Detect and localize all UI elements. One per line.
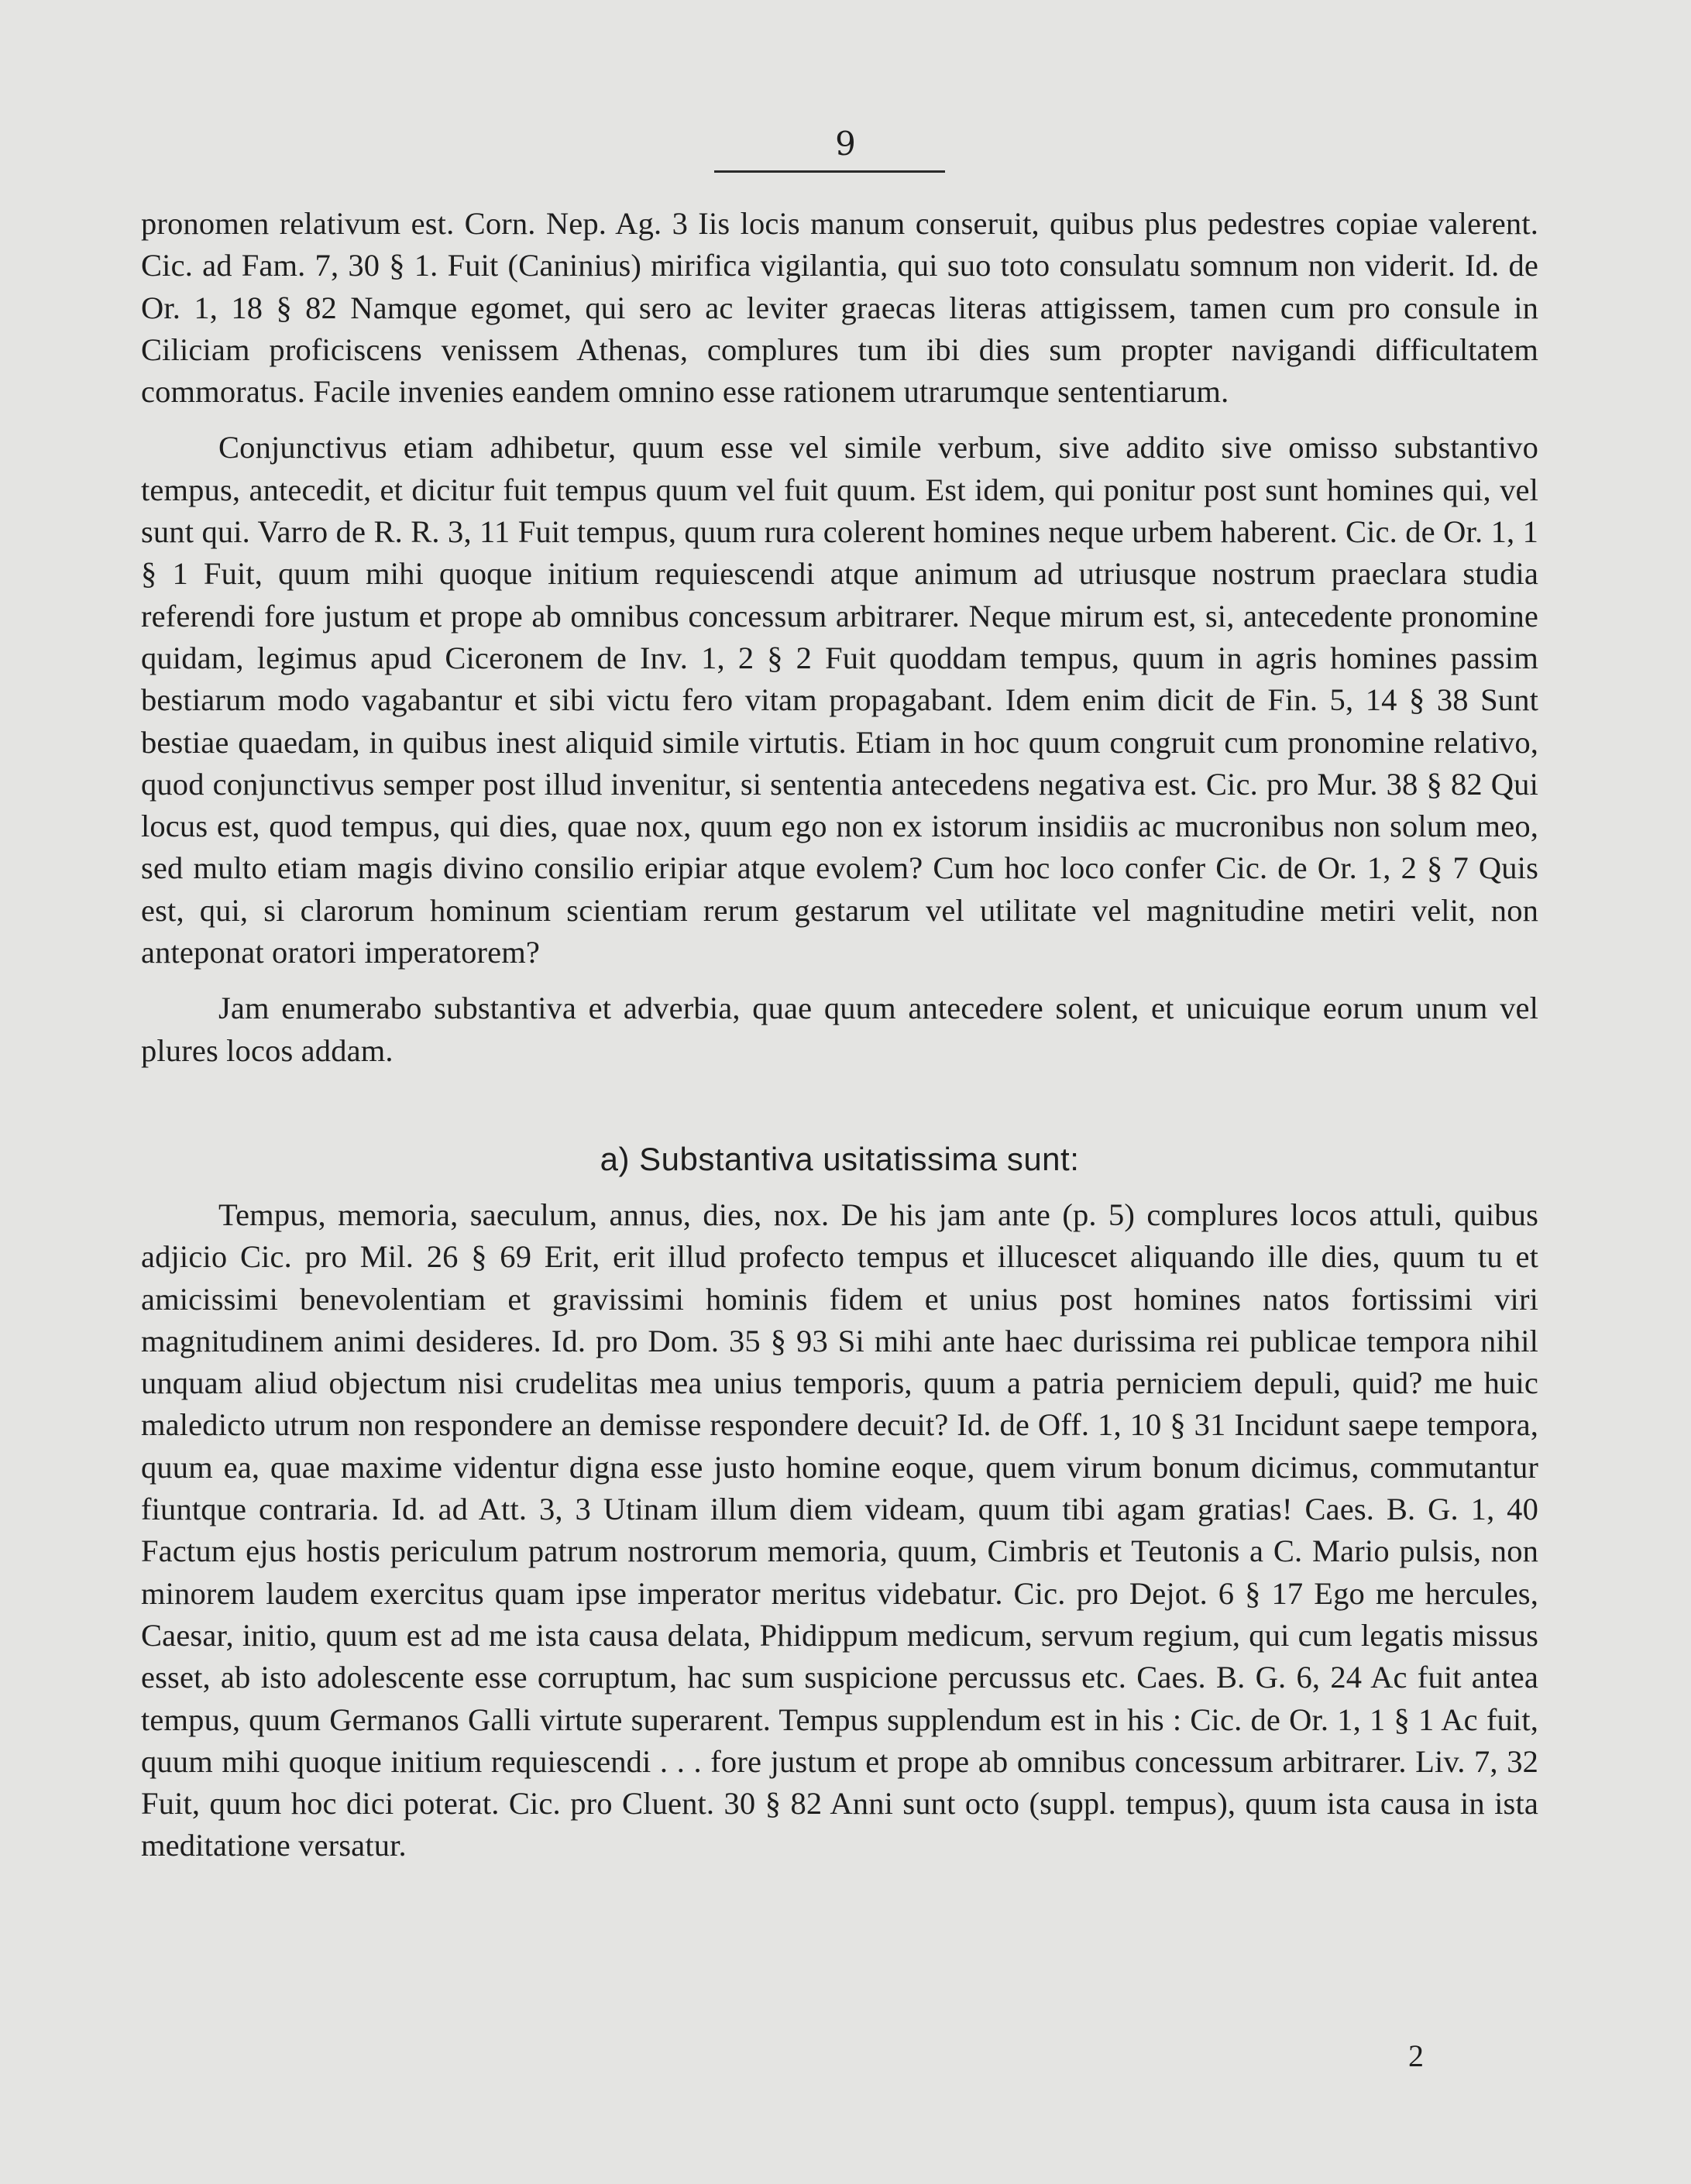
signature-mark: 2: [1408, 2038, 1424, 2073]
paragraph-enumeration: Jam enumerabo substantiva et adverbia, quae quum antecedere solent, et unicuique eorum unum vel plures locos addam.: [141, 991, 1538, 1068]
paragraph-conjunctivus: Conjunctivus etiam adhibetur, quum esse vel simile verbum, sive addito sive omisso substantivo tempus, antecedit, et dicitur fuit tempus quum vel fuit quum. Est idem, qui ponitur post sunt homines qui, vel sunt qui. Varro de R. R. 3, 11 Fuit tempus, quum rura colerent homines neque urbem haberent. Cic. de Or. 1, 1 § 1 Fuit, quum mihi quoque initium requiescendi atque animum ad utriusque nostrum praeclara studia referendi fore justum et prope ab omnibus concessum arbitrarer. Neque mirum est, si, antecedente pronomine quidam, legimus apud Ciceronem de Inv. 1, 2 § 2 Fuit quoddam tempus, quum in agris homines passim bestiarum modo vagabantur et sibi victu fero vitam propagabant. Idem enim dicit de Fin. 5, 14 § 38 Sunt bestiae quaedam, in quibus inest aliquid simile virtutis. Etiam in hoc quum congruit cum pronomine relativo, quod conjunctivus semper post illud invenitur, si sententia antecedens negativa est. Cic. pro Mur. 38 § 82 Qui locus est, quod tempus, qui dies, quae nox, quum ego non ex istorum insidiis ac mucronibus non solum meo, sed multo etiam magis divino consilio eripiar atque evolem? Cum hoc loco confer Cic. de Or. 1, 2 § 7 Quis est, qui, si clarorum hominum scientiam rerum gestarum vel utilitate vel magnitudine metiri velit, non anteponat oratori imperatorem?: [141, 430, 1538, 970]
page-number: 9: [835, 125, 856, 163]
paragraph-substantiva: Tempus, memoria, saeculum, annus, dies, nox. De his jam ante (p. 5) complures locos attuli, quibus adjicio Cic. pro Mil. 26 § 69 Erit, erit illud profecto tempus et illucescet aliquando ille dies, quum tu et amicissimi benevolentiam et gravissimi hominis fidem et unius post homines natos fortissimi viri magnitudinem animi desideres. Id. pro Dom. 35 § 93 Si mihi ante haec durissima rei publicae tempora nihil unquam aliud objectum nisi crudelitas mea unius temporis, quum a patria perniciem depuli, quid? me huic maledicto utrum non respondere an demisse respondere decuit? Id. de Off. 1, 10 § 31 Incidunt saepe tempora, quum ea, quae maxime videntur digna esse justo homine eoque, quem virum bonum dicimus, commutantur fiuntque contraria. Id. ad Att. 3, 3 Utinam illum diem videam, quum tibi agam gratias! Caes. B. G. 1, 40 Factum ejus hostis periculum patrum nostrorum memoria, quum, Cimbris et Teutonis a C. Mario pulsis, non minorem laudem exercitus quam ipse imperator meritus videbatur. Cic. pro Dejot. 6 § 17 Ego me hercules, Caesar, initio, quum est ad me ista causa delata, Phidippum medicum, servum regium, qui cum legatis missus esset, ab isto adolescente esse corruptum, hac sum suspicione percussus etc. Caes. B. G. 6, 24 Ac fuit antea tempus, quum Germanos Galli virtute superarent. Tempus supplendum est in his : Cic. de Or. 1, 1 § 1 Ac fuit, quum mihi quoque initium requiescendi . . . fore justum et prope ab omnibus concessum arbitrarer. Liv. 7, 32 Fuit, quum hoc dici poterat. Cic. pro Cluent. 30 § 82 Anni sunt octo (suppl. tempus), quum ista causa in ista meditatione versatur.: [141, 1197, 1538, 1863]
page-number-rule: [714, 170, 945, 173]
body-text: [141, 203, 1538, 1867]
section-heading: a) Substantiva usitatissima sunt:: [600, 1140, 1080, 1177]
paragraph-continued: pronomen relativum est. Corn. Nep. Ag. 3 Iis locis manum conseruit, quibus plus pedestres copiae valerent. Cic. ad Fam. 7, 30 § 1. Fuit (Caninius) mirifica vigilantia, qui suo toto consulatu somnum non viderit. Id. de Or. 1, 18 § 82 Namque egomet, qui sero ac leviter graecas literas attigissem, tamen cum pro consule in Ciliciam proficiscens venissem Athenas, complures tum ibi dies sum propter navigandi difficultatem commoratus. Facile invenies eandem omnino esse rationem utrarumque sententiarum.: [141, 206, 1538, 410]
